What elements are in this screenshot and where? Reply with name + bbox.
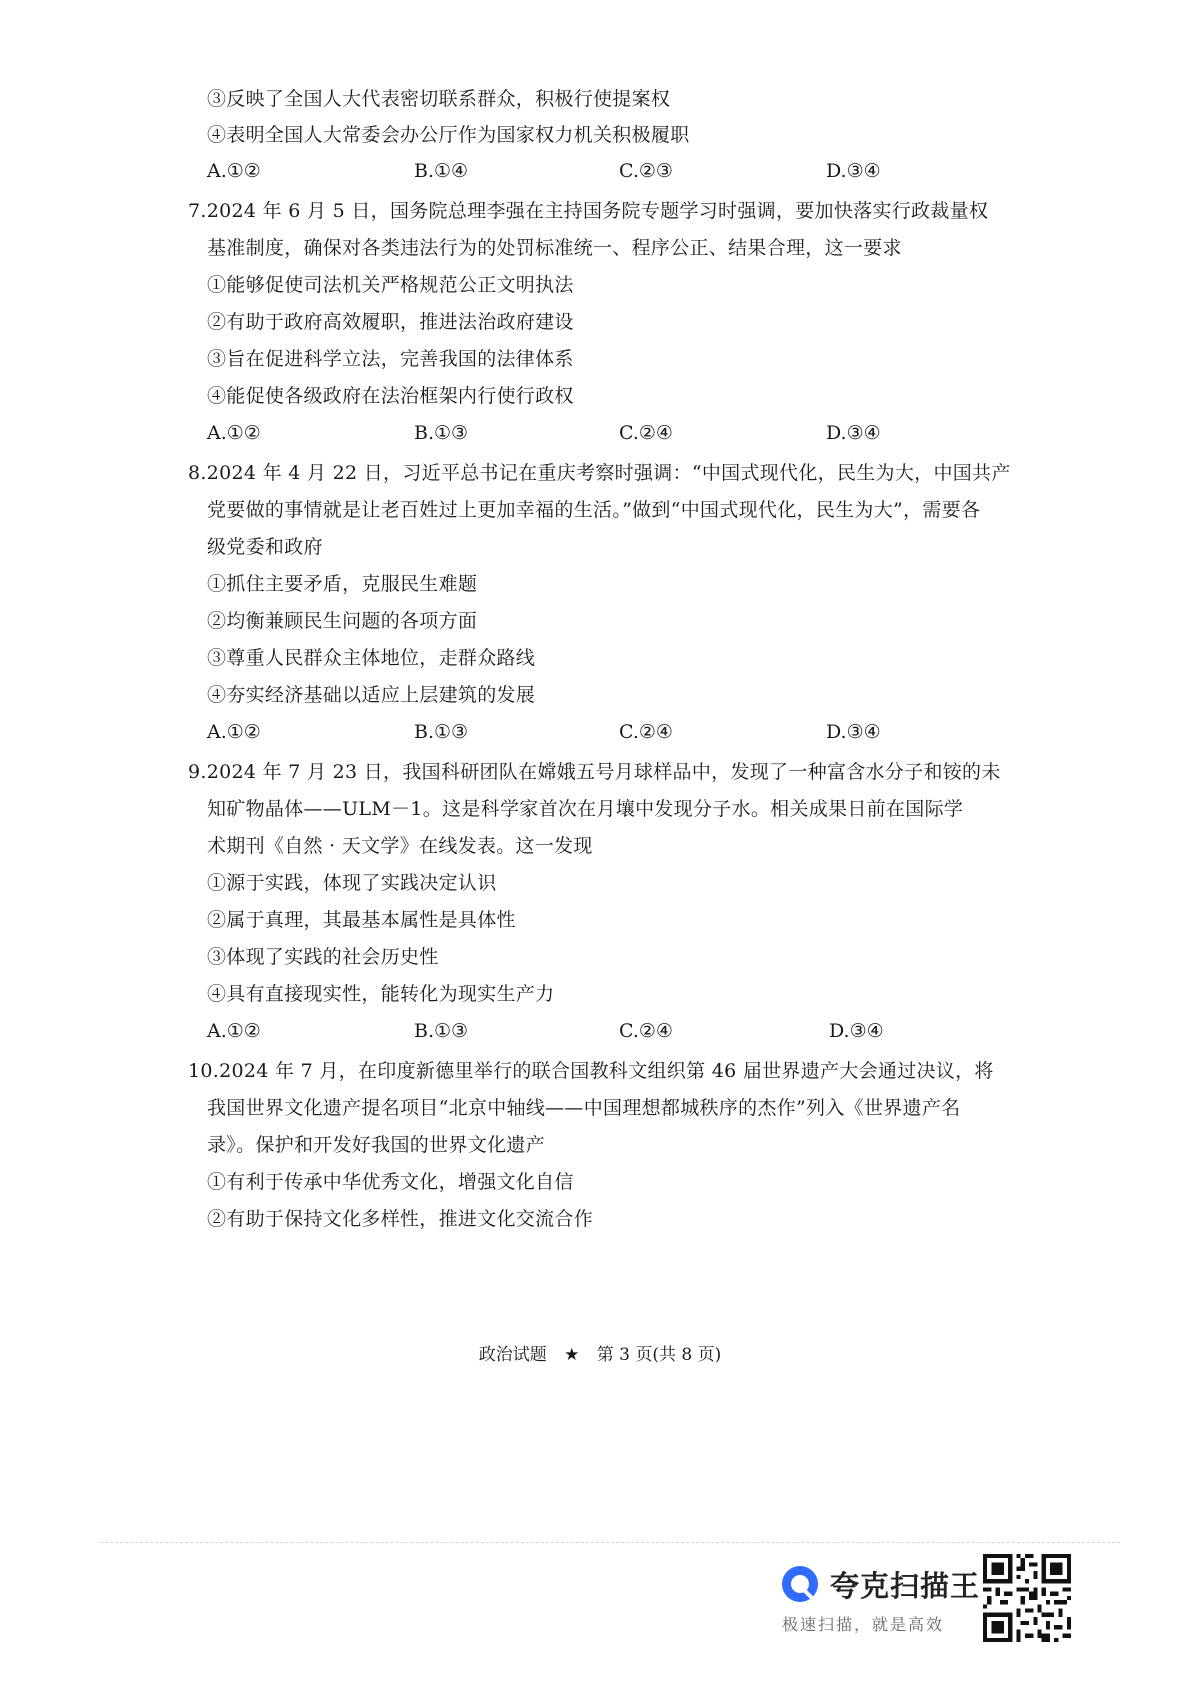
- q6-option-d: D.③④: [826, 160, 881, 182]
- q9-stem-line-2: 知矿物晶体——ULM－1。这是科学家首次在月壤中发现分子水。相关成果日前在国际学: [207, 798, 964, 820]
- q7-option-a: A.①②: [207, 422, 261, 444]
- q9-stem-line-3: 术期刊《自然 · 天文学》在线发表。这一发现: [207, 835, 593, 857]
- q9-stem-line-1: 9.2024 年 7 月 23 日，我国科研团队在嫦娥五号月球样品中，发现了一种富含水分子和铵的未: [188, 761, 1001, 783]
- q6-item-3: ③反映了全国人大代表密切联系群众，积极行使提案权: [207, 88, 671, 110]
- q8-item-2: ②均衡兼顾民生问题的各项方面: [207, 610, 478, 632]
- q8-item-4: ④夯实经济基础以适应上层建筑的发展: [207, 684, 536, 706]
- q9-option-d: D.③④: [829, 1020, 884, 1042]
- q8-option-d: D.③④: [826, 721, 881, 743]
- brand-name: 夸克扫描王: [830, 1569, 981, 1603]
- brand-slogan: 极速扫描，就是高效: [782, 1615, 945, 1634]
- q8-option-a: A.①②: [207, 721, 261, 743]
- scan-divider: [100, 1542, 1120, 1543]
- q9-option-a: A.①②: [207, 1020, 261, 1042]
- footer-subject: 政治试题: [478, 1345, 547, 1365]
- q6-option-b: B.①④: [414, 160, 469, 182]
- q9-item-4: ④具有直接现实性，能转化为现实生产力: [207, 983, 555, 1005]
- qr-code-icon: [983, 1554, 1071, 1642]
- q10-stem-line-1: 10.2024 年 7 月，在印度新德里举行的联合国教科文组织第 46 届世界遗产大会通过决议，将: [188, 1060, 994, 1082]
- q7-option-d: D.③④: [826, 422, 881, 444]
- q7-stem-line-1: 7.2024 年 6 月 5 日，国务院总理李强在主持国务院专题学习时强调，要加快落实行政裁量权: [188, 200, 989, 222]
- q8-stem-line-3: 级党委和政府: [207, 536, 323, 558]
- q7-option-b: B.①③: [414, 422, 469, 444]
- q8-item-3: ③尊重人民群众主体地位，走群众路线: [207, 647, 536, 669]
- q9-item-2: ②属于真理，其最基本属性是具体性: [207, 909, 516, 931]
- scanner-brand: [780, 1560, 980, 1640]
- q10-stem-line-2: 我国世界文化遗产提名项目“北京中轴线——中国理想都城秩序的杰作”列入《世界遗产名: [207, 1097, 961, 1119]
- q10-stem-line-3: 录》。保护和开发好我国的世界文化遗产: [207, 1134, 545, 1156]
- q7-item-4: ④能促使各级政府在法治框架内行使行政权: [207, 385, 574, 407]
- q6-option-c: C.②③: [619, 160, 673, 182]
- q8-option-c: C.②④: [619, 721, 673, 743]
- q7-item-2: ②有助于政府高效履职，推进法治政府建设: [207, 311, 574, 333]
- q8-stem-line-1: 8.2024 年 4 月 22 日，习近平总书记在重庆考察时强调：“中国式现代化，民生为大，中国共产: [188, 462, 1011, 484]
- q9-item-3: ③体现了实践的社会历史性: [207, 946, 439, 968]
- q6-item-4: ④表明全国人大常委会办公厅作为国家权力机关积极履职: [207, 124, 690, 146]
- q10-item-1: ①有利于传承中华优秀文化，增强文化自信: [207, 1171, 574, 1193]
- q6-option-a: A.①②: [207, 160, 261, 182]
- q7-option-c: C.②④: [619, 422, 673, 444]
- q9-item-1: ①源于实践，体现了实践决定认识: [207, 872, 497, 894]
- q8-item-1: ①抓住主要矛盾，克服民生难题: [207, 573, 478, 595]
- q8-option-b: B.①③: [414, 721, 469, 743]
- q8-stem-line-2: 党要做的事情就是让老百姓过上更加幸福的生活。”做到“中国式现代化，民生为大”，需要各: [207, 499, 981, 521]
- q9-option-b: B.①③: [414, 1020, 469, 1042]
- quark-logo-icon: [780, 1564, 820, 1604]
- q10-item-2: ②有助于保持文化多样性，推进文化交流合作: [207, 1208, 594, 1230]
- page-footer: [0, 1340, 1200, 1365]
- footer-star: ★: [564, 1345, 580, 1365]
- q7-stem-line-2: 基准制度，确保对各类违法行为的处罚标准统一、程序公正、结果合理，这一要求: [207, 237, 902, 259]
- q7-item-1: ①能够促使司法机关严格规范公正文明执法: [207, 274, 574, 296]
- q7-item-3: ③旨在促进科学立法，完善我国的法律体系: [207, 348, 574, 370]
- footer-page-number: 第 3 页(共 8 页): [596, 1345, 722, 1365]
- q9-option-c: C.②④: [619, 1020, 673, 1042]
